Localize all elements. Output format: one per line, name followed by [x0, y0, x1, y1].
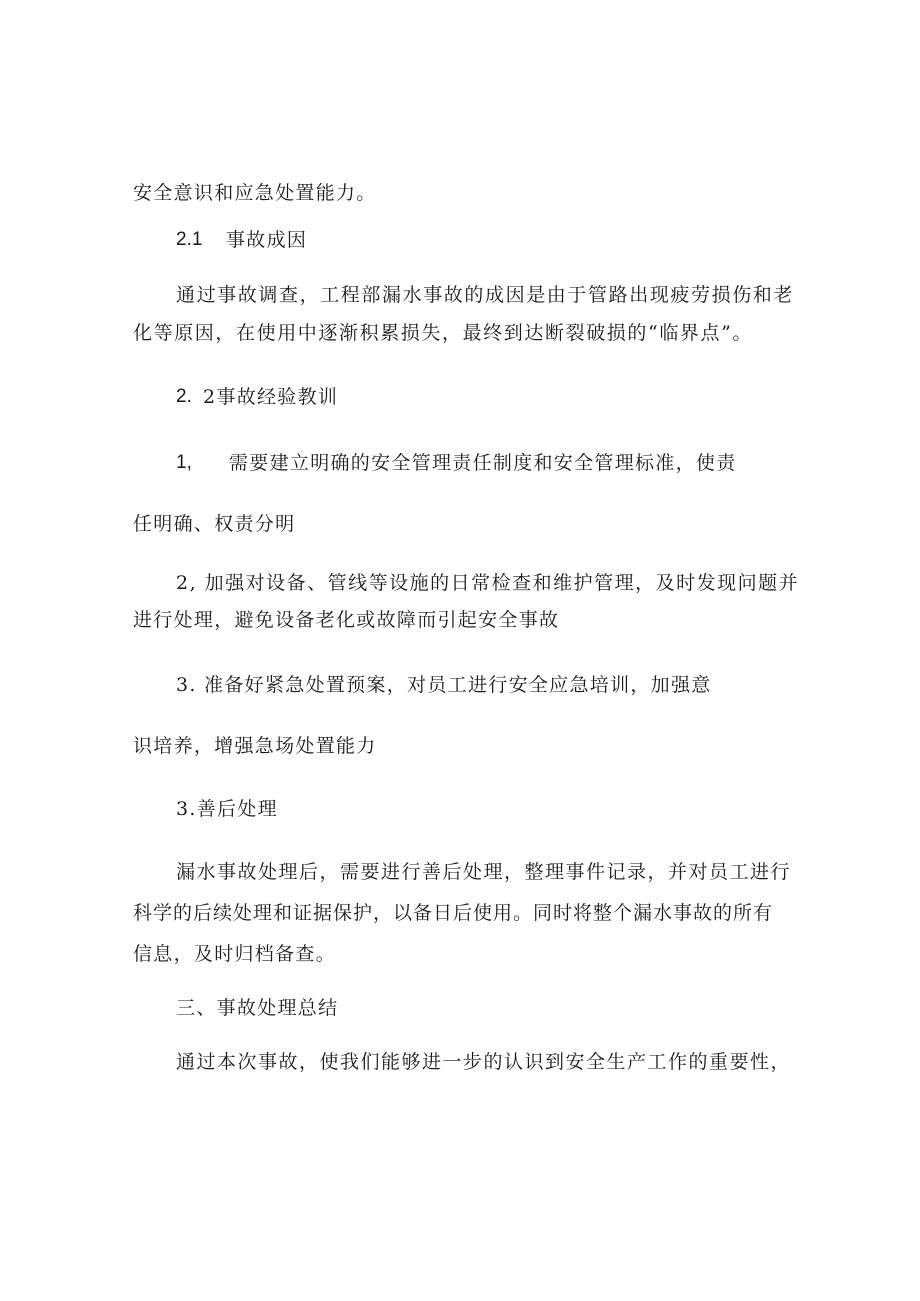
- section-number: 2.1: [176, 229, 203, 250]
- paragraph-line: 漏水事故处理后，需要进行善后处理，整理事件记录，并对员工进行: [176, 861, 792, 883]
- section-heading: 2事故经验教训: [203, 386, 339, 408]
- list-item-text: 3. 准备好紧急处置预案，对员工进行安全应急培训，加强意: [176, 674, 712, 696]
- paragraph-line: 通过本次事故，使我们能够进一步的认识到安全生产工作的重要性，: [176, 1051, 792, 1073]
- list-item-continuation: 识培养，增强急场处置能力: [133, 735, 377, 757]
- paragraph-line: 科学的后续处理和证据保护，以备日后使用。同时将整个漏水事故的所有: [133, 902, 774, 924]
- list-item-number: 1,: [176, 452, 192, 473]
- list-item-continuation: 任明确、权责分明: [133, 513, 296, 535]
- section-heading: 事故成因: [226, 229, 308, 251]
- section-heading: 3.善后处理: [176, 798, 278, 820]
- section-number: 2.: [176, 386, 192, 407]
- list-item-text: 2, 加强对设备、管线等设施的日常检查和维护管理，及时发现问题并: [176, 572, 800, 594]
- paragraph-continuation: 安全意识和应急处置能力。: [133, 182, 377, 204]
- paragraph-line: 化等原因，在使用中逐渐积累损失，最终到达断裂破损的“临界点”。: [133, 322, 754, 344]
- list-item-text: 需要建立明确的安全管理责任制度和安全管理标准，使责: [229, 452, 737, 474]
- paragraph-line: 通过事故调查，工程部漏水事故的成因是由于管路出现疲劳损伤和老: [176, 284, 795, 306]
- list-item-continuation: 进行处理，避免设备老化或故障而引起安全事故: [133, 609, 560, 631]
- section-heading: 三、事故处理总结: [176, 997, 339, 1019]
- paragraph-line: 信息，及时归档备查。: [133, 943, 337, 965]
